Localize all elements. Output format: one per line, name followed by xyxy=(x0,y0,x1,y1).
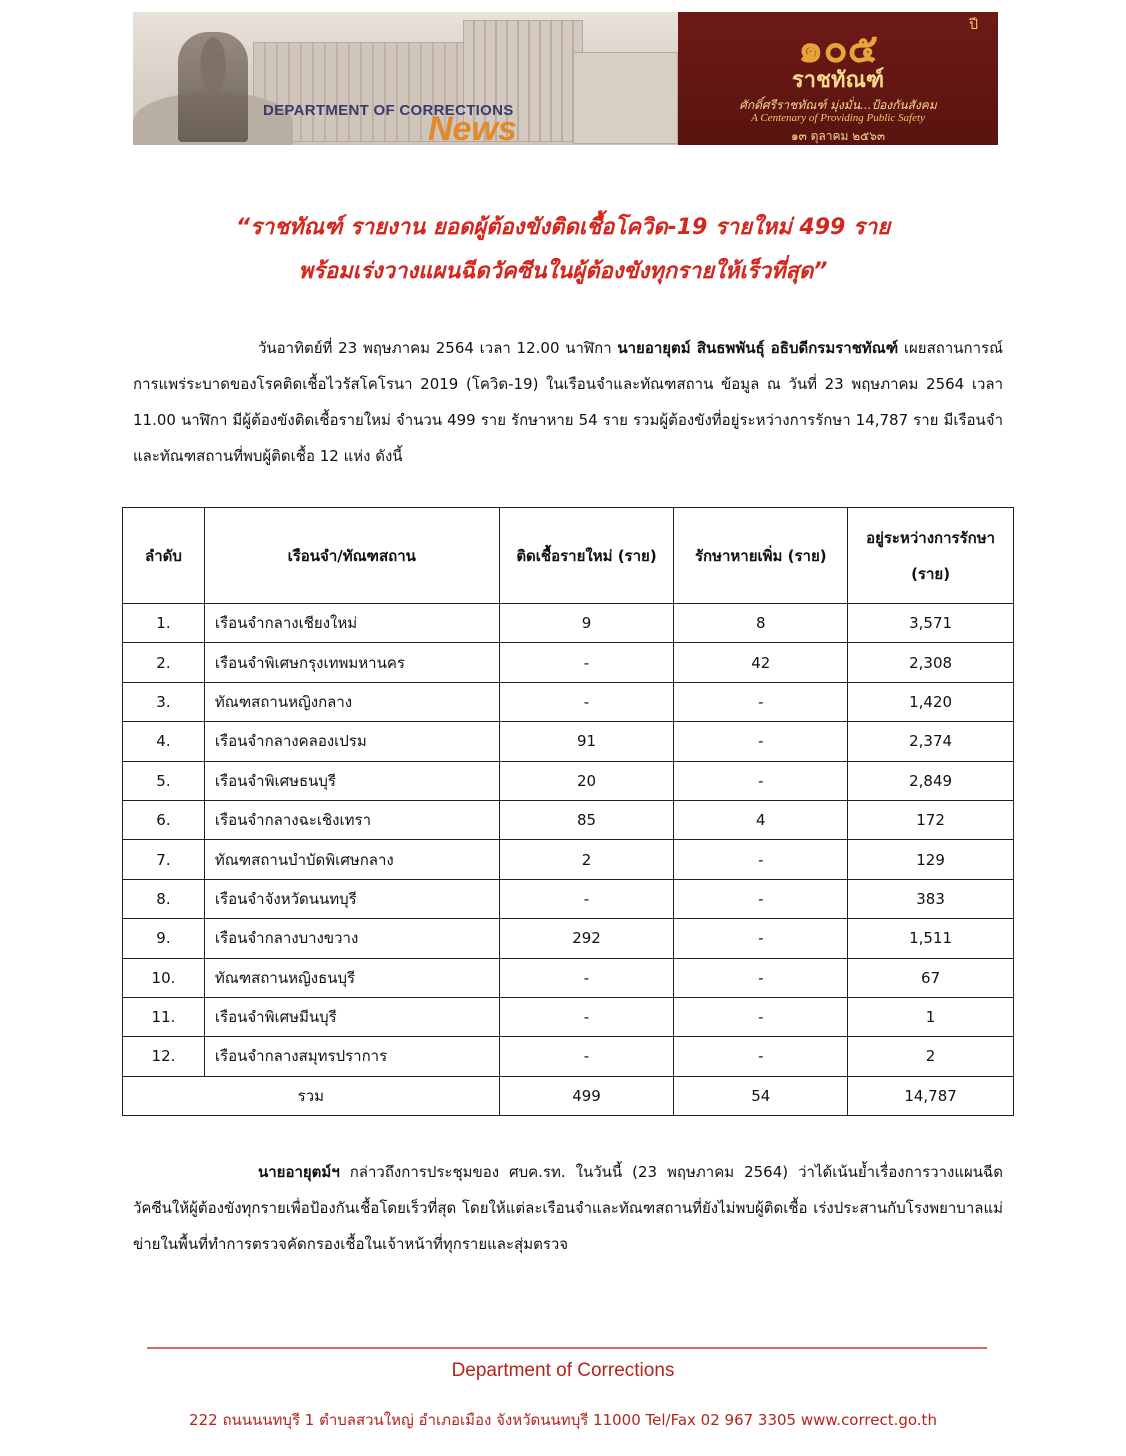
intro-paragraph xyxy=(133,330,1003,474)
banner-date: ๑๓ ตุลาคม ๒๕๖๓ xyxy=(790,129,886,143)
cell-in-treatment: 129 xyxy=(848,840,1014,879)
cell-no: 2. xyxy=(123,643,205,682)
cell-new-cases: 20 xyxy=(499,761,674,800)
intro-lead: วันอาทิตย์ที่ 23 พฤษภาคม 2564 เวลา 12.00 นาฬิกา xyxy=(258,339,618,357)
cell-new-cases: 292 xyxy=(499,919,674,958)
banner-photo xyxy=(133,12,678,145)
header-recovered: รักษาหายเพิ่ม (ราย) xyxy=(674,508,848,604)
footer-address: 222 ถนนนนทบุรี 1 ตำบลสวนใหญ่ อำเภอเมือง จังหวัดนนทบุรี 11000 Tel/Fax 02 967 3305 www.correct.go.th xyxy=(189,1411,937,1429)
cell-in-treatment: 1,420 xyxy=(848,682,1014,721)
cell-new-cases: - xyxy=(499,643,674,682)
cell-in-treatment: 1 xyxy=(848,997,1014,1036)
cell-name: เรือนจำกลางเชียงใหม่ xyxy=(204,604,499,643)
table-header-row xyxy=(123,508,1014,604)
cell-in-treatment: 3,571 xyxy=(848,604,1014,643)
table-total-row xyxy=(123,1076,1014,1115)
cell-name: เรือนจำพิเศษธนบุรี xyxy=(204,761,499,800)
cell-recovered: - xyxy=(674,682,848,721)
cell-name: ทัณฑสถานหญิงกลาง xyxy=(204,682,499,721)
banner-news: News xyxy=(428,110,517,145)
anniversary-number: ๑๐๕ xyxy=(797,25,879,72)
banner-centenary: A Centenary of Providing Public Safety xyxy=(751,112,925,124)
cell-recovered: - xyxy=(674,879,848,918)
cell-new-cases: - xyxy=(499,682,674,721)
cell-new-cases: - xyxy=(499,1037,674,1076)
cell-new-cases: 9 xyxy=(499,604,674,643)
cell-no: 9. xyxy=(123,919,205,958)
cell-in-treatment: 1,511 xyxy=(848,919,1014,958)
table-row xyxy=(123,997,1014,1036)
headline-line-2: พร้อมเร่งวางแผนฉีดวัคซีนในผู้ต้องขังทุกรายให้เร็วที่สุด” xyxy=(298,259,828,284)
cell-new-cases: - xyxy=(499,997,674,1036)
cell-no: 12. xyxy=(123,1037,205,1076)
table-row xyxy=(123,1037,1014,1076)
cell-name: เรือนจำกลางสมุทรปราการ xyxy=(204,1037,499,1076)
anniversary-logo xyxy=(678,12,998,145)
cell-new-cases: 85 xyxy=(499,800,674,839)
cell-name: เรือนจำกลางบางขวาง xyxy=(204,919,499,958)
cell-name: เรือนจำกลางฉะเชิงเทรา xyxy=(204,800,499,839)
cell-recovered: - xyxy=(674,997,848,1036)
cell-name: เรือนจำจังหวัดนนทบุรี xyxy=(204,879,499,918)
total-label: รวม xyxy=(123,1076,500,1115)
cell-in-treatment: 2,374 xyxy=(848,722,1014,761)
cell-name: ทัณฑสถานหญิงธนบุรี xyxy=(204,958,499,997)
cell-no: 7. xyxy=(123,840,205,879)
closing-body: กล่าวถึงการประชุมของ ศบค.รท. ในวันนี้ (23 พฤษภาคม 2564) ว่าได้เน้นย้ำเรื่องการวางแผนฉีดวัคซีนให้ผู้ต้องขังทุกรายเพื่อป้องกันเชื้อโดยเร็วที่สุด โดยให้แต่ละเรือนจำและทัณฑสถานที่ยังไม่พบผู้ติดเชื้อ เร่งประสานกับโรงพยาบาลแม่ข่ายในพื้นที่ทำการตรวจคัดกรองเชื้อในเจ้าหน้าที่ทุกรายและสุ่มตรวจ xyxy=(133,1163,1003,1253)
total-in-treatment: 14,787 xyxy=(848,1076,1014,1115)
infection-table xyxy=(122,507,1014,1116)
cell-in-treatment: 2,308 xyxy=(848,643,1014,682)
cell-no: 8. xyxy=(123,879,205,918)
cell-no: 10. xyxy=(123,958,205,997)
brand-thai: ราชทัณฑ์ xyxy=(791,67,885,93)
cell-no: 3. xyxy=(123,682,205,721)
cell-name: เรือนจำกลางคลองเปรม xyxy=(204,722,499,761)
banner-building xyxy=(573,52,678,144)
cell-no: 4. xyxy=(123,722,205,761)
banner-department: DEPARTMENT OF CORRECTIONS xyxy=(263,102,514,119)
cell-in-treatment: 383 xyxy=(848,879,1014,918)
closing-paragraph xyxy=(133,1154,1003,1262)
cell-name: เรือนจำพิเศษกรุงเทพมหานคร xyxy=(204,643,499,682)
table-row xyxy=(123,800,1014,839)
banner-motto: ศักดิ์ศรีราชทัณฑ์ มุ่งมั่น...ป้องกันสังคม xyxy=(739,98,937,112)
cell-recovered: - xyxy=(674,1037,848,1076)
header-no: ลำดับ xyxy=(123,508,205,604)
cell-no: 5. xyxy=(123,761,205,800)
headline-line-1: “ราชทัณฑ์ รายงาน ยอดผู้ต้องขังติดเชื้อโควิด-19 รายใหม่ 499 ราย xyxy=(235,215,891,240)
news-banner xyxy=(133,12,998,145)
total-recovered: 54 xyxy=(674,1076,848,1115)
cell-recovered: 42 xyxy=(674,643,848,682)
cell-recovered: - xyxy=(674,958,848,997)
cell-no: 6. xyxy=(123,800,205,839)
cell-new-cases: - xyxy=(499,958,674,997)
cell-recovered: 4 xyxy=(674,800,848,839)
cell-no: 1. xyxy=(123,604,205,643)
cell-recovered: 8 xyxy=(674,604,848,643)
table-row xyxy=(123,643,1014,682)
header-new-cases: ติดเชื้อรายใหม่ (ราย) xyxy=(499,508,674,604)
table-row xyxy=(123,604,1014,643)
table-row xyxy=(123,958,1014,997)
cell-new-cases: 91 xyxy=(499,722,674,761)
table-row xyxy=(123,879,1014,918)
intro-person: นายอายุตม์ สินธพพันธุ์ อธิบดีกรมราชทัณฑ์ xyxy=(617,339,899,357)
cell-in-treatment: 2 xyxy=(848,1037,1014,1076)
cell-in-treatment: 172 xyxy=(848,800,1014,839)
banner-guard-figure xyxy=(178,32,248,142)
cell-recovered: - xyxy=(674,761,848,800)
cell-recovered: - xyxy=(674,840,848,879)
cell-name: เรือนจำพิเศษมีนบุรี xyxy=(204,997,499,1036)
table-row xyxy=(123,722,1014,761)
cell-name: ทัณฑสถานบำบัดพิเศษกลาง xyxy=(204,840,499,879)
cell-recovered: - xyxy=(674,722,848,761)
table-row xyxy=(123,840,1014,879)
table-row xyxy=(123,682,1014,721)
footer-divider xyxy=(147,1347,987,1349)
table-row xyxy=(123,761,1014,800)
closing-person: นายอายุตม์ฯ xyxy=(258,1163,340,1181)
cell-new-cases: 2 xyxy=(499,840,674,879)
cell-in-treatment: 67 xyxy=(848,958,1014,997)
header-name: เรือนจำ/ทัณฑสถาน xyxy=(204,508,499,604)
cell-new-cases: - xyxy=(499,879,674,918)
table-row xyxy=(123,919,1014,958)
header-in-treatment: อยู่ระหว่างการรักษา (ราย) xyxy=(848,508,1014,604)
cell-in-treatment: 2,849 xyxy=(848,761,1014,800)
total-new-cases: 499 xyxy=(499,1076,674,1115)
anniversary-unit: ปี xyxy=(969,17,978,33)
cell-no: 11. xyxy=(123,997,205,1036)
footer-organization: Department of Corrections xyxy=(451,1360,675,1381)
intro-body: เผยสถานการณ์การแพร่ระบาดของโรคติดเชื้อไวรัสโคโรนา 2019 (โควิด-19) ในเรือนจำและทัณฑสถาน ข้อมูล ณ วันที่ 23 พฤษภาคม 2564 เวลา 11.00 นาฬิกา มีผู้ต้องขังติดเชื้อรายใหม่ จำนวน 499 ราย รักษาหาย 54 ราย รวมผู้ต้องขังที่อยู่ระหว่างการรักษา 14,787 ราย มีเรือนจำและทัณฑสถานที่พบผู้ติดเชื้อ 12 แห่ง ดังนี้ xyxy=(133,339,1003,465)
cell-recovered: - xyxy=(674,919,848,958)
